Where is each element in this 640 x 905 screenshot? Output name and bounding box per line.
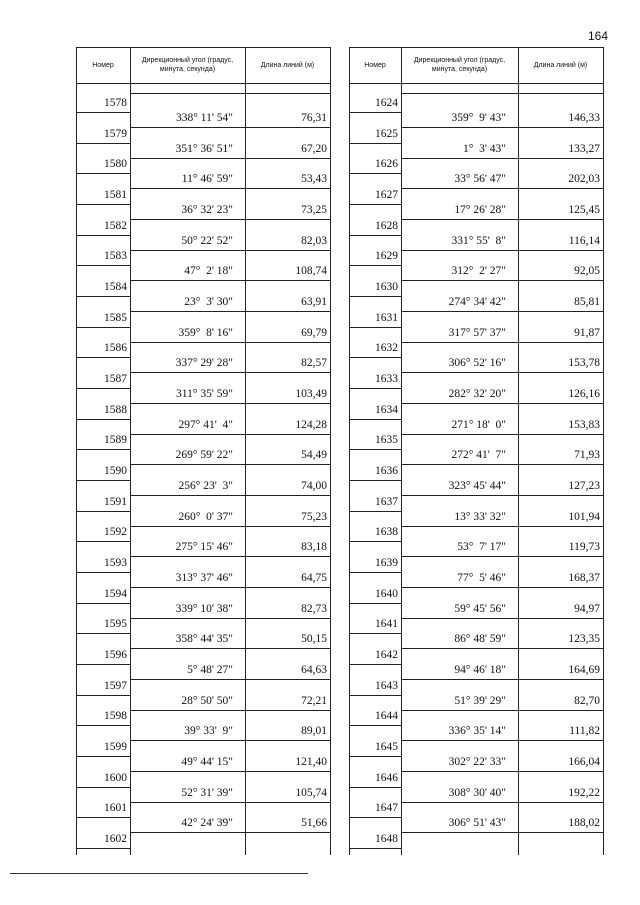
segment-row-divider bbox=[401, 618, 603, 619]
direction-angle: 50° 22' 52" bbox=[181, 234, 233, 247]
header-line-length: Длина линий (м) bbox=[533, 61, 588, 69]
line-length: 125,45 bbox=[568, 204, 600, 216]
point-row-divider bbox=[76, 633, 130, 634]
point-number: 1647 bbox=[375, 802, 398, 815]
line-length: 202,03 bbox=[568, 173, 600, 186]
point-number: 1584 bbox=[104, 281, 127, 294]
line-length: 133,27 bbox=[568, 142, 600, 155]
point-number: 1646 bbox=[375, 771, 398, 784]
line-length: 75,23 bbox=[301, 510, 327, 523]
line-length: 164,69 bbox=[568, 664, 600, 677]
point-row-divider bbox=[76, 388, 130, 389]
point-row-divider bbox=[349, 112, 401, 113]
point-number: 1591 bbox=[104, 495, 127, 508]
point-row-divider bbox=[349, 449, 401, 450]
point-number: 1632 bbox=[375, 342, 398, 355]
line-length: 63,91 bbox=[301, 296, 327, 309]
segment-row-divider bbox=[401, 250, 603, 251]
line-length: 71,93 bbox=[574, 449, 600, 462]
point-row-divider bbox=[349, 143, 401, 144]
point-number: 1636 bbox=[375, 465, 398, 478]
point-row-divider bbox=[349, 204, 401, 205]
point-row-divider bbox=[349, 419, 401, 420]
point-row-divider bbox=[76, 327, 130, 328]
segment-row-divider bbox=[401, 93, 603, 94]
page-number: 164 bbox=[587, 29, 608, 43]
direction-angle: 33° 56' 47" bbox=[454, 173, 506, 186]
point-number: 1597 bbox=[104, 679, 127, 692]
point-row-divider bbox=[76, 480, 130, 481]
point-number: 1578 bbox=[104, 97, 127, 109]
point-number: 1601 bbox=[104, 802, 127, 815]
segment-row-divider bbox=[401, 372, 603, 373]
line-length: 94,97 bbox=[574, 602, 600, 615]
point-number: 1629 bbox=[375, 250, 398, 263]
point-number: 1588 bbox=[104, 403, 127, 416]
direction-angle: 5° 48' 27" bbox=[187, 664, 233, 677]
point-row-divider bbox=[76, 265, 130, 266]
segment-row-divider bbox=[130, 434, 330, 435]
line-length: 188,02 bbox=[568, 817, 600, 830]
line-length: 72,21 bbox=[301, 694, 327, 707]
point-number: 1592 bbox=[104, 526, 127, 539]
line-length: 53,43 bbox=[301, 173, 327, 186]
point-number: 1643 bbox=[375, 679, 398, 692]
point-row-divider bbox=[76, 664, 130, 665]
segment-row-divider bbox=[401, 526, 603, 527]
segment-row-divider bbox=[130, 618, 330, 619]
segment-row-divider bbox=[401, 495, 603, 496]
segment-row-divider bbox=[130, 648, 330, 649]
direction-angle: 274° 34' 42" bbox=[448, 296, 506, 309]
line-length: 54,49 bbox=[301, 449, 327, 462]
point-number: 1640 bbox=[375, 587, 398, 600]
segment-row-divider bbox=[401, 188, 603, 189]
direction-angle: 39° 33' 9" bbox=[184, 725, 233, 738]
segment-row-divider bbox=[130, 832, 330, 833]
point-row-divider bbox=[76, 235, 130, 236]
point-number: 1634 bbox=[375, 403, 398, 416]
table-column-line bbox=[76, 47, 77, 855]
point-number: 1598 bbox=[104, 710, 127, 723]
segment-row-divider bbox=[130, 342, 330, 343]
line-length: 103,49 bbox=[295, 388, 327, 401]
point-row-divider bbox=[76, 695, 130, 696]
segment-row-divider bbox=[130, 710, 330, 711]
point-number: 1642 bbox=[375, 649, 398, 662]
point-row-divider bbox=[349, 848, 401, 849]
point-number: 1633 bbox=[375, 373, 398, 386]
table-column-line bbox=[349, 47, 350, 855]
segment-row-divider bbox=[401, 648, 603, 649]
header-point-number: Номер bbox=[92, 61, 114, 69]
line-length: 121,40 bbox=[295, 756, 327, 769]
segment-row-divider bbox=[401, 771, 603, 772]
direction-angle: 351° 36' 51" bbox=[175, 142, 233, 155]
line-length: 73,25 bbox=[301, 204, 327, 216]
direction-angle: 323° 45' 44" bbox=[448, 480, 506, 493]
direction-angle: 311° 35' 59" bbox=[176, 388, 233, 401]
line-length: 74,00 bbox=[301, 480, 327, 493]
point-number: 1594 bbox=[104, 587, 127, 600]
segment-row-divider bbox=[130, 556, 330, 557]
point-number: 1600 bbox=[104, 771, 127, 784]
segment-row-divider bbox=[130, 219, 330, 220]
line-length: 127,23 bbox=[568, 480, 600, 493]
point-number: 1625 bbox=[375, 127, 398, 140]
line-length: 153,78 bbox=[568, 357, 600, 370]
direction-angle: 339° 10' 38" bbox=[175, 602, 233, 615]
direction-angle: 28° 50' 50" bbox=[181, 694, 233, 707]
line-length: 89,01 bbox=[301, 725, 327, 738]
point-row-divider bbox=[349, 725, 401, 726]
line-length: 69,79 bbox=[301, 326, 327, 339]
line-length: 85,81 bbox=[574, 296, 600, 309]
header-divider bbox=[76, 83, 330, 84]
line-length: 101,94 bbox=[568, 510, 600, 523]
line-length: 126,16 bbox=[568, 388, 600, 401]
point-row-divider bbox=[349, 695, 401, 696]
point-row-divider bbox=[349, 357, 401, 358]
header-line-length: Длина линий (м) bbox=[260, 61, 315, 69]
direction-angle: 312° 2' 27" bbox=[451, 265, 506, 278]
direction-angle: 337° 29' 28" bbox=[175, 357, 233, 370]
point-number: 1587 bbox=[104, 373, 127, 386]
direction-angle: 42° 24' 39" bbox=[181, 817, 233, 830]
line-length: 116,14 bbox=[568, 234, 600, 247]
line-length: 166,04 bbox=[568, 756, 600, 769]
point-number: 1582 bbox=[104, 219, 127, 232]
coordinates-table-right bbox=[349, 47, 603, 855]
line-length: 82,57 bbox=[301, 357, 327, 370]
segment-row-divider bbox=[130, 158, 330, 159]
point-row-divider bbox=[349, 265, 401, 266]
line-length: 83,18 bbox=[301, 541, 327, 554]
direction-angle: 269° 59' 22" bbox=[175, 449, 233, 462]
point-number: 1580 bbox=[104, 158, 127, 171]
segment-row-divider bbox=[130, 188, 330, 189]
direction-angle: 271° 18' 0" bbox=[451, 418, 506, 431]
point-number: 1590 bbox=[104, 465, 127, 478]
point-number: 1626 bbox=[375, 158, 398, 171]
point-row-divider bbox=[349, 572, 401, 573]
segment-row-divider bbox=[130, 679, 330, 680]
direction-angle: 317° 57' 37" bbox=[448, 326, 506, 339]
direction-angle: 36° 32' 23" bbox=[181, 204, 233, 216]
segment-row-divider bbox=[401, 710, 603, 711]
segment-row-divider bbox=[130, 495, 330, 496]
direction-angle: 313° 37' 46" bbox=[175, 572, 233, 585]
segment-row-divider bbox=[130, 372, 330, 373]
point-number: 1637 bbox=[375, 495, 398, 508]
point-row-divider bbox=[349, 541, 401, 542]
direction-angle: 331° 55' 8" bbox=[451, 234, 506, 247]
point-number: 1579 bbox=[104, 127, 127, 140]
header-direction-angle: Дирекционный угол (градус, минута, секунда) bbox=[141, 57, 234, 73]
point-row-divider bbox=[76, 817, 130, 818]
point-number: 1581 bbox=[104, 189, 127, 201]
segment-row-divider bbox=[401, 464, 603, 465]
point-row-divider bbox=[349, 173, 401, 174]
segment-row-divider bbox=[130, 311, 330, 312]
point-row-divider bbox=[76, 541, 130, 542]
line-length: 51,66 bbox=[301, 817, 327, 830]
line-length: 108,74 bbox=[295, 265, 327, 278]
coordinates-table-left bbox=[76, 47, 330, 855]
point-row-divider bbox=[76, 572, 130, 573]
footer-rule bbox=[10, 873, 308, 874]
point-row-divider bbox=[76, 143, 130, 144]
point-row-divider bbox=[76, 603, 130, 604]
segment-row-divider bbox=[401, 434, 603, 435]
segment-row-divider bbox=[130, 587, 330, 588]
point-row-divider bbox=[76, 173, 130, 174]
line-length: 153,83 bbox=[568, 418, 600, 431]
point-number: 1596 bbox=[104, 649, 127, 662]
segment-row-divider bbox=[130, 403, 330, 404]
direction-angle: 338° 11' 54" bbox=[176, 112, 233, 124]
point-number: 1644 bbox=[375, 710, 398, 723]
segment-row-divider bbox=[401, 740, 603, 741]
point-number: 1583 bbox=[104, 250, 127, 263]
table-column-line bbox=[330, 47, 331, 855]
header-point-number: Номер bbox=[364, 61, 386, 69]
point-number: 1639 bbox=[375, 557, 398, 570]
table-top-border bbox=[349, 47, 603, 48]
point-row-divider bbox=[349, 327, 401, 328]
direction-angle: 308° 30' 40" bbox=[448, 786, 506, 799]
direction-angle: 359° 8' 16" bbox=[178, 326, 233, 339]
point-row-divider bbox=[349, 296, 401, 297]
segment-row-divider bbox=[130, 93, 330, 94]
point-row-divider bbox=[76, 112, 130, 113]
segment-row-divider bbox=[130, 464, 330, 465]
direction-angle: 86° 48' 59" bbox=[454, 633, 506, 646]
direction-angle: 1° 3' 43" bbox=[463, 142, 506, 155]
header-direction-angle: Дирекционный угол (градус, минута, секунда) bbox=[413, 57, 506, 73]
point-row-divider bbox=[76, 357, 130, 358]
direction-angle: 23° 3' 30" bbox=[184, 296, 233, 309]
point-row-divider bbox=[76, 756, 130, 757]
point-row-divider bbox=[349, 633, 401, 634]
point-row-divider bbox=[349, 787, 401, 788]
point-row-divider bbox=[349, 664, 401, 665]
segment-row-divider bbox=[130, 250, 330, 251]
segment-row-divider bbox=[401, 219, 603, 220]
segment-row-divider bbox=[401, 679, 603, 680]
point-row-divider bbox=[349, 603, 401, 604]
point-number: 1624 bbox=[375, 97, 398, 109]
point-row-divider bbox=[76, 787, 130, 788]
direction-angle: 94° 46' 18" bbox=[454, 664, 506, 677]
point-row-divider bbox=[76, 419, 130, 420]
point-number: 1627 bbox=[375, 189, 398, 201]
point-row-divider bbox=[349, 480, 401, 481]
line-length: 168,37 bbox=[568, 572, 600, 585]
point-number: 1641 bbox=[375, 618, 398, 631]
direction-angle: 306° 51' 43" bbox=[448, 817, 506, 830]
point-row-divider bbox=[349, 756, 401, 757]
line-length: 76,31 bbox=[301, 112, 327, 124]
direction-angle: 359° 9' 43" bbox=[451, 112, 506, 124]
point-row-divider bbox=[349, 511, 401, 512]
line-length: 119,73 bbox=[568, 541, 600, 554]
direction-angle: 282° 32' 20" bbox=[448, 388, 506, 401]
segment-row-divider bbox=[130, 771, 330, 772]
direction-angle: 275° 15' 46" bbox=[175, 541, 233, 554]
line-length: 123,35 bbox=[568, 633, 600, 646]
direction-angle: 256° 23' 3" bbox=[178, 480, 233, 493]
point-number: 1585 bbox=[104, 311, 127, 324]
point-row-divider bbox=[76, 725, 130, 726]
point-number: 1635 bbox=[375, 434, 398, 447]
point-number: 1586 bbox=[104, 342, 127, 355]
point-number: 1589 bbox=[104, 434, 127, 447]
direction-angle: 260° 0' 37" bbox=[178, 510, 233, 523]
segment-row-divider bbox=[130, 127, 330, 128]
line-length: 91,87 bbox=[574, 326, 600, 339]
direction-angle: 13° 33' 32" bbox=[454, 510, 506, 523]
point-number: 1648 bbox=[375, 833, 398, 846]
segment-row-divider bbox=[401, 280, 603, 281]
line-length: 192,22 bbox=[568, 786, 600, 799]
segment-row-divider bbox=[401, 342, 603, 343]
segment-row-divider bbox=[401, 587, 603, 588]
point-number: 1631 bbox=[375, 311, 398, 324]
segment-row-divider bbox=[130, 740, 330, 741]
point-row-divider bbox=[76, 296, 130, 297]
line-length: 82,70 bbox=[574, 694, 600, 707]
direction-angle: 302° 22' 33" bbox=[448, 756, 506, 769]
direction-angle: 306° 52' 16" bbox=[448, 357, 506, 370]
line-length: 146,33 bbox=[568, 112, 600, 124]
point-number: 1628 bbox=[375, 219, 398, 232]
table-top-border bbox=[76, 47, 330, 48]
direction-angle: 297° 41' 4" bbox=[178, 418, 233, 431]
table-column-line bbox=[603, 47, 604, 855]
point-row-divider bbox=[349, 235, 401, 236]
line-length: 105,74 bbox=[295, 786, 327, 799]
segment-row-divider bbox=[401, 556, 603, 557]
direction-angle: 17° 26' 28" bbox=[454, 204, 506, 216]
line-length: 82,03 bbox=[301, 234, 327, 247]
segment-row-divider bbox=[130, 802, 330, 803]
direction-angle: 52° 31' 39" bbox=[181, 786, 233, 799]
segment-row-divider bbox=[130, 526, 330, 527]
point-number: 1638 bbox=[375, 526, 398, 539]
point-number: 1602 bbox=[104, 833, 127, 846]
line-length: 124,28 bbox=[295, 418, 327, 431]
point-row-divider bbox=[76, 848, 130, 849]
point-row-divider bbox=[76, 204, 130, 205]
point-row-divider bbox=[76, 449, 130, 450]
point-number: 1630 bbox=[375, 281, 398, 294]
direction-angle: 77° 5' 46" bbox=[457, 572, 506, 585]
line-length: 82,73 bbox=[301, 602, 327, 615]
point-number: 1645 bbox=[375, 741, 398, 754]
direction-angle: 336° 35' 14" bbox=[448, 725, 506, 738]
point-row-divider bbox=[76, 511, 130, 512]
direction-angle: 49° 44' 15" bbox=[181, 756, 233, 769]
segment-row-divider bbox=[401, 127, 603, 128]
segment-row-divider bbox=[401, 403, 603, 404]
point-number: 1595 bbox=[104, 618, 127, 631]
direction-angle: 11° 46' 59" bbox=[181, 173, 233, 186]
direction-angle: 53° 7' 17" bbox=[457, 541, 506, 554]
direction-angle: 47° 2' 18" bbox=[184, 265, 233, 278]
line-length: 67,20 bbox=[301, 142, 327, 155]
point-row-divider bbox=[349, 817, 401, 818]
point-row-divider bbox=[349, 388, 401, 389]
line-length: 111,82 bbox=[569, 725, 600, 738]
line-length: 64,63 bbox=[301, 664, 327, 677]
segment-row-divider bbox=[401, 802, 603, 803]
line-length: 64,75 bbox=[301, 572, 327, 585]
line-length: 50,15 bbox=[301, 633, 327, 646]
segment-row-divider bbox=[401, 311, 603, 312]
point-number: 1599 bbox=[104, 741, 127, 754]
segment-row-divider bbox=[130, 280, 330, 281]
segment-row-divider bbox=[401, 832, 603, 833]
direction-angle: 358° 44' 35" bbox=[175, 633, 233, 646]
line-length: 92,05 bbox=[574, 265, 600, 278]
direction-angle: 59° 45' 56" bbox=[454, 602, 506, 615]
direction-angle: 272° 41' 7" bbox=[451, 449, 506, 462]
header-divider bbox=[349, 83, 603, 84]
segment-row-divider bbox=[401, 158, 603, 159]
direction-angle: 51° 39' 29" bbox=[454, 694, 506, 707]
point-number: 1593 bbox=[104, 557, 127, 570]
